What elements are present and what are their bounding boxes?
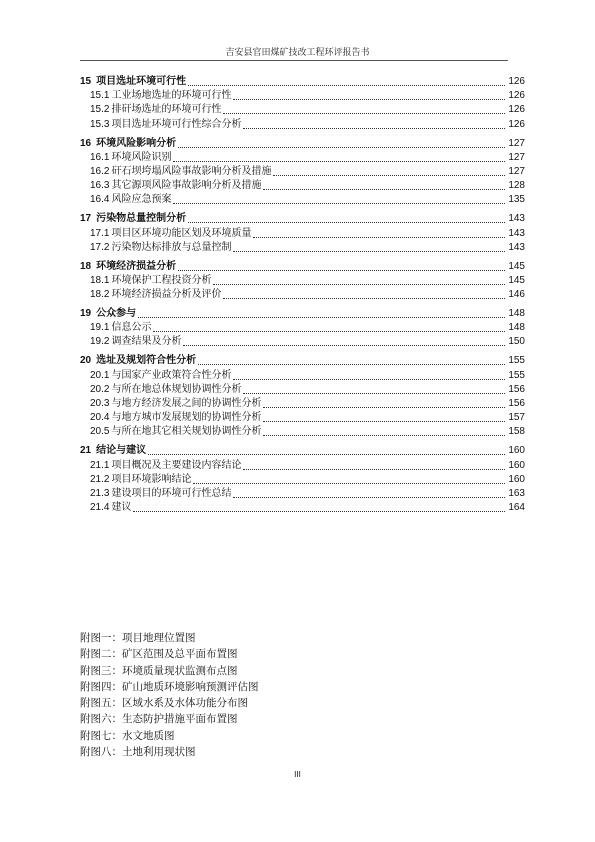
appendix-figure-item: 附图五：区域水系及水体功能分布图 [80,697,248,710]
toc-entry-number: 18.2 [90,289,110,301]
toc-entry-number: 16.3 [90,180,110,192]
toc-entry-number: 20.4 [90,412,110,424]
toc-entry-title: 项目选址环境可行性 [96,76,187,87]
toc-dot-leader [273,175,505,176]
toc-chapter-entry[interactable] [80,135,525,150]
toc-entry-title: 项目概况及主要建设内容结论 [111,459,242,471]
toc-dot-leader [153,331,505,332]
toc-dot-leader [243,393,505,394]
toc-entry-title: 工业场地选址的环境可行性 [111,90,232,102]
toc-entry-page: 150 [508,336,525,348]
toc-dot-leader [223,113,505,114]
toc-section-entry[interactable] [80,486,525,500]
toc-chapter-entry[interactable] [80,258,525,273]
toc-entry-page: 126 [508,90,525,102]
toc-chapter-entry[interactable] [80,352,525,367]
document-title: 吉安县官田煤矿技改工程环评报告书 [225,48,370,58]
toc-section-entry[interactable] [80,320,525,334]
toc-entry-title: 矸石坝垮塌风险事故影响分析及措施 [111,165,272,177]
toc-dot-leader [188,85,505,86]
toc-entry-title: 建设项目的环境可行性总结 [111,487,232,499]
toc-entry-page: 128 [508,180,525,192]
toc-section-entry[interactable] [80,472,525,486]
toc-dot-leader [183,345,505,346]
toc-section-entry[interactable] [80,192,525,206]
toc-entry-number: 17.1 [90,227,110,239]
toc-entry-page: 160 [508,473,525,485]
toc-entry-number: 17.2 [90,241,110,253]
toc-entry-title: 污染物达标排放与总量控制 [111,241,232,253]
toc-entry-page: 156 [508,383,525,395]
toc-section-entry[interactable] [80,240,525,254]
toc-dot-leader [133,511,505,512]
toc-chapter-entry[interactable] [80,305,525,320]
toc-dot-leader [233,99,505,100]
appendix-figure-item: 附图一：项目地理位置图 [80,632,196,644]
toc-dot-leader [138,317,505,318]
toc-entry-number: 16.4 [90,194,110,206]
toc-entry-number: 16 [80,137,92,149]
toc-entry-page: 145 [508,274,525,286]
toc-entry-page: 148 [508,322,525,334]
table-of-contents [80,71,525,514]
toc-entry-number: 18.1 [90,274,110,286]
toc-entry-number: 15.3 [90,118,110,130]
toc-entry-number: 17 [80,213,92,225]
toc-dot-leader [188,222,505,223]
toc-entry-number: 15.1 [90,90,110,102]
appendix-figure-item: 附图二：矿区范围及总平面布置图 [80,648,238,661]
toc-entry-page: 143 [508,213,525,225]
toc-entry-number: 21 [80,445,92,457]
toc-dot-leader [243,469,505,470]
page-header [0,0,595,60]
toc-section-entry[interactable] [80,273,525,287]
toc-dot-leader [148,454,505,455]
toc-entry-page: 155 [508,369,525,381]
toc-entry-page: 163 [508,487,525,499]
toc-entry-number: 20.5 [90,426,110,438]
toc-section-entry[interactable] [80,367,525,381]
toc-entry-number: 19 [80,308,92,320]
toc-chapter-entry[interactable] [80,73,525,88]
toc-dot-leader [178,147,505,148]
toc-entry-title: 信息公示 [111,322,152,334]
toc-dot-leader [223,298,505,299]
toc-entry-title: 公众参与 [96,308,137,320]
toc-entry-number: 19.2 [90,336,110,348]
toc-entry-number: 20.1 [90,369,110,381]
toc-entry-page: 158 [508,426,525,438]
toc-section-entry[interactable] [80,287,525,301]
toc-entry-page: 127 [508,151,525,163]
toc-section-entry[interactable] [80,457,525,471]
toc-entry-number: 21.2 [90,473,110,485]
toc-entry-title: 污染物总量控制分析 [96,213,187,225]
toc-entry-title: 环境风险影响分析 [96,137,177,149]
toc-section-entry[interactable] [80,178,525,192]
toc-dot-leader [193,483,505,484]
toc-entry-title: 与地方城市发展规划的协调性分析 [111,412,262,424]
toc-chapter-entry[interactable] [80,442,525,457]
toc-entry-number: 15 [80,76,92,87]
toc-dot-leader [173,161,505,162]
toc-entry-number: 20 [80,355,92,367]
appendix-figure-item: 附图三：环境质量现状监测布点图 [80,664,238,677]
toc-entry-title: 其它源项风险事故影响分析及措施 [111,180,262,192]
toc-entry-number: 21.1 [90,459,110,471]
header-divider [80,60,508,61]
toc-entry-page: 135 [508,194,525,206]
toc-entry-number: 15.2 [90,104,110,116]
toc-section-entry[interactable] [80,102,525,116]
toc-entry-page: 156 [508,398,525,409]
toc-dot-leader [233,497,505,498]
toc-section-entry[interactable] [80,225,525,239]
toc-entry-page: 126 [508,104,525,116]
appendix-figure-item: 附图八：土地利用现状图 [80,746,196,759]
toc-entry-page: 160 [508,445,525,457]
toc-section-entry[interactable] [80,116,525,130]
toc-entry-number: 21.3 [90,487,110,499]
toc-entry-title: 环境经济损益分析 [96,260,177,272]
toc-section-entry[interactable] [80,410,525,424]
appendix-figure-item: 附图四：矿山地质环境影响预测评估图 [80,680,259,693]
toc-entry-title: 项目环境影响结论 [111,473,192,485]
toc-entry-title: 风险应急预案 [111,194,172,206]
toc-section-entry[interactable] [80,500,525,514]
toc-entry-title: 与所在地其它相关规划协调性分析 [111,426,262,438]
toc-entry-title: 选址及规划符合性分析 [96,355,197,367]
toc-dot-leader [263,407,505,408]
toc-dot-leader [198,364,505,365]
toc-dot-leader [263,421,505,422]
toc-section-entry[interactable] [80,150,525,164]
toc-entry-page: 146 [508,289,525,301]
toc-section-entry[interactable] [80,164,525,178]
toc-entry-page: 127 [508,137,525,149]
toc-dot-leader [233,251,505,252]
toc-dot-leader [263,435,505,436]
toc-entry-number: 20.2 [90,383,110,395]
toc-dot-leader [253,237,505,238]
toc-section-entry[interactable] [80,382,525,396]
toc-entry-number: 18 [80,260,92,272]
toc-dot-leader [213,284,505,285]
toc-entry-title: 排矸场选址的环境可行性 [111,104,222,116]
toc-entry-number: 19.1 [90,322,110,334]
toc-entry-page: 143 [508,241,525,253]
toc-entry-page: 145 [508,260,525,272]
toc-entry-number: 21.4 [90,502,110,514]
toc-entry-title: 与所在地总体规划协调性分析 [111,383,242,395]
toc-section-entry[interactable] [80,424,525,438]
toc-entry-title: 环境保护工程投资分析 [111,274,212,286]
toc-entry-page: 143 [508,227,525,239]
toc-entry-number: 16.1 [90,151,110,163]
toc-entry-title: 与地方经济发展之间的协调性分析 [111,398,262,409]
toc-entry-page: 155 [508,355,525,367]
toc-dot-leader [243,128,505,129]
toc-dot-leader [173,203,505,204]
appendix-figure-list [80,630,480,760]
toc-entry-title: 项目区环境功能区划及环境质量 [111,227,252,239]
appendix-figure-item: 附图六：生态防护措施平面布置图 [80,713,238,726]
toc-entry-title: 建议 [111,502,132,514]
appendix-figure-item: 附图七：水文地质图 [80,729,175,742]
toc-chapter-entry[interactable] [80,210,525,225]
toc-dot-leader [178,270,505,271]
toc-entry-page: 160 [508,459,525,471]
toc-entry-title: 环境风险识别 [111,151,172,163]
toc-entry-page: 126 [508,118,525,130]
toc-entry-title: 调查结果及分析 [111,336,182,348]
toc-entry-page: 164 [508,502,525,514]
toc-entry-title: 与国家产业政策符合性分析 [111,369,232,381]
toc-dot-leader [263,189,505,190]
page-number: III [294,770,301,779]
toc-entry-number: 16.2 [90,165,110,177]
toc-entry-page: 127 [508,165,525,177]
toc-entry-page: 148 [508,308,525,320]
toc-entry-page: 157 [508,412,525,424]
toc-section-entry[interactable] [80,88,525,102]
toc-section-entry[interactable] [80,396,525,410]
toc-section-entry[interactable] [80,334,525,348]
toc-entry-number: 20.3 [90,398,110,409]
toc-entry-title: 项目选址环境可行性综合分析 [111,118,242,130]
toc-entry-page: 126 [508,76,525,87]
toc-dot-leader [233,379,505,380]
toc-entry-title: 结论与建议 [96,445,147,457]
toc-entry-title: 环境经济损益分析及评价 [111,289,222,301]
